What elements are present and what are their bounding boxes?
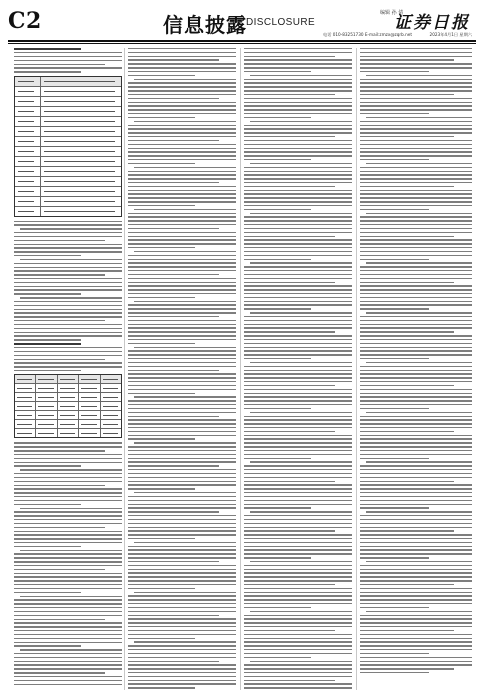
column-3 xyxy=(244,48,352,690)
text-block xyxy=(244,48,352,690)
text-block xyxy=(360,48,472,673)
text-block xyxy=(128,48,236,689)
page-number: C2 xyxy=(8,8,42,34)
contact-line: 电话 010-83251730 E-mail:zmzx@zqrb.net xyxy=(323,32,412,37)
article-body xyxy=(14,48,472,690)
section-title: 信息披露 xyxy=(163,13,247,37)
column-divider xyxy=(240,48,241,690)
text-block xyxy=(14,48,122,73)
disclosure-table xyxy=(14,76,122,217)
paper-logo: 证券日报 xyxy=(394,13,470,33)
editor-line: 编辑 孙 倩 xyxy=(380,10,404,16)
data-table xyxy=(14,374,122,438)
masthead-rule-thin xyxy=(8,43,476,44)
masthead-rule xyxy=(8,40,476,42)
column-4 xyxy=(360,48,472,690)
column-2 xyxy=(128,48,236,690)
column-divider xyxy=(356,48,357,690)
text-block xyxy=(14,221,122,372)
column-1 xyxy=(14,48,122,690)
date-line: 2023年4月1日 星期六 xyxy=(429,32,472,37)
text-block xyxy=(14,442,122,685)
masthead xyxy=(8,2,476,40)
section-subtitle: DISCLOSURE xyxy=(246,17,316,28)
column-divider xyxy=(124,48,125,690)
